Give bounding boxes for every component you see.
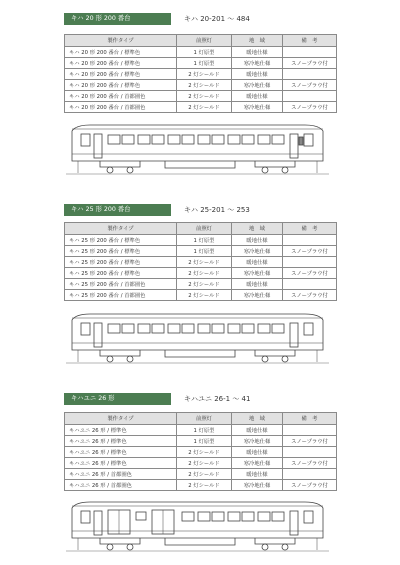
cell-notes xyxy=(283,68,337,79)
train-side-diagram xyxy=(60,500,335,556)
table-row xyxy=(65,90,337,101)
model-badge: キハ 20 形 200 番台 xyxy=(64,13,171,25)
table-row xyxy=(65,245,337,256)
cell-region: 暖地仕様 xyxy=(232,234,283,245)
header-type: 製作タイプ xyxy=(65,35,177,47)
cell-headlight: 2 灯シールド xyxy=(177,278,232,289)
cell-type: キハユニ 26 形 / 首都圏色 xyxy=(65,479,177,490)
cell-headlight: 2 灯シールド xyxy=(177,68,232,79)
cell-headlight: 2 灯シールド xyxy=(177,256,232,267)
cell-headlight: 2 灯シールド xyxy=(177,267,232,278)
cell-notes: スノープラウ付 xyxy=(283,79,337,90)
cell-notes xyxy=(283,424,337,435)
cell-headlight: 1 灯原型 xyxy=(177,234,232,245)
cell-notes: スノープラウ付 xyxy=(283,479,337,490)
cell-headlight: 2 灯シールド xyxy=(177,90,232,101)
cell-type: キハユニ 26 形 / 標準色 xyxy=(65,424,177,435)
train-side-diagram xyxy=(60,312,335,368)
cell-headlight: 2 灯シールド xyxy=(177,101,232,112)
cell-region: 寒冷地仕様 xyxy=(232,101,283,112)
cell-notes: スノープラウ付 xyxy=(283,435,337,446)
cell-type: キハ 20 形 200 番台 / 首都圏色 xyxy=(65,101,177,112)
header-notes: 備 考 xyxy=(283,413,337,425)
cell-region: 暖地仕様 xyxy=(232,278,283,289)
model-badge: キハ 25 形 200 番台 xyxy=(64,204,171,216)
cell-headlight: 2 灯シールド xyxy=(177,457,232,468)
spec-table xyxy=(64,412,337,491)
cell-region: 暖地仕様 xyxy=(232,446,283,457)
cell-type: キハユニ 26 形 / 標準色 xyxy=(65,446,177,457)
cell-region: 暖地仕様 xyxy=(232,90,283,101)
cell-notes: スノープラウ付 xyxy=(283,57,337,68)
train-side-diagram xyxy=(60,123,335,179)
cell-notes xyxy=(283,256,337,267)
cell-region: 暖地仕様 xyxy=(232,68,283,79)
cell-type: キハ 20 形 200 番台 / 標準色 xyxy=(65,46,177,57)
cell-headlight: 1 灯原型 xyxy=(177,435,232,446)
cell-region: 寒冷地仕様 xyxy=(232,289,283,300)
table-row xyxy=(65,57,337,68)
cell-type: キハユニ 26 形 / 首都圏色 xyxy=(65,468,177,479)
header-type: 製作タイプ xyxy=(65,413,177,425)
cell-headlight: 1 灯原型 xyxy=(177,245,232,256)
cell-headlight: 2 灯シールド xyxy=(177,79,232,90)
cell-region: 寒冷地仕様 xyxy=(232,479,283,490)
cell-headlight: 2 灯シールド xyxy=(177,479,232,490)
cell-type: キハ 20 形 200 番台 / 首都圏色 xyxy=(65,90,177,101)
cell-headlight: 1 灯原型 xyxy=(177,46,232,57)
table-row xyxy=(65,468,337,479)
number-range: キハ 25-201 〜 253 xyxy=(184,206,250,214)
cell-region: 寒冷地仕様 xyxy=(232,245,283,256)
cell-type: キハ 25 形 200 番台 / 標準色 xyxy=(65,256,177,267)
table-header-row xyxy=(65,223,337,235)
cell-notes xyxy=(283,46,337,57)
spec-table xyxy=(64,222,337,301)
header-type: 製作タイプ xyxy=(65,223,177,235)
table-row xyxy=(65,68,337,79)
header-region: 地 域 xyxy=(232,223,283,235)
cell-headlight: 1 灯原型 xyxy=(177,57,232,68)
cell-notes xyxy=(283,90,337,101)
table-body xyxy=(65,424,337,490)
header-headlight: 前照灯 xyxy=(177,35,232,47)
cell-type: キハ 25 形 200 番台 / 標準色 xyxy=(65,245,177,256)
table-row xyxy=(65,424,337,435)
table-row xyxy=(65,479,337,490)
table-row xyxy=(65,46,337,57)
model-badge: キハユニ 26 形 xyxy=(64,393,171,405)
table-row xyxy=(65,446,337,457)
cell-type: キハユニ 26 形 / 標準色 xyxy=(65,435,177,446)
header-region: 地 域 xyxy=(232,35,283,47)
cell-notes xyxy=(283,278,337,289)
table-row xyxy=(65,289,337,300)
table-row xyxy=(65,101,337,112)
cell-type: キハ 20 形 200 番台 / 標準色 xyxy=(65,79,177,90)
header-headlight: 前照灯 xyxy=(177,413,232,425)
cell-notes: スノープラウ付 xyxy=(283,457,337,468)
cell-region: 寒冷地仕様 xyxy=(232,435,283,446)
cell-region: 暖地仕様 xyxy=(232,256,283,267)
table-row xyxy=(65,267,337,278)
header-headlight: 前照灯 xyxy=(177,223,232,235)
cell-notes xyxy=(283,234,337,245)
cell-headlight: 2 灯シールド xyxy=(177,468,232,479)
cell-notes xyxy=(283,468,337,479)
cell-region: 寒冷地仕様 xyxy=(232,457,283,468)
table-row xyxy=(65,457,337,468)
header-notes: 備 考 xyxy=(283,223,337,235)
cell-type: キハ 20 形 200 番台 / 標準色 xyxy=(65,68,177,79)
cell-region: 暖地仕様 xyxy=(232,468,283,479)
table-header-row xyxy=(65,413,337,425)
header-notes: 備 考 xyxy=(283,35,337,47)
cell-notes: スノープラウ付 xyxy=(283,289,337,300)
cell-headlight: 2 灯シールド xyxy=(177,289,232,300)
cell-notes: スノープラウ付 xyxy=(283,101,337,112)
table-row xyxy=(65,234,337,245)
table-row xyxy=(65,79,337,90)
cell-notes xyxy=(283,446,337,457)
cell-headlight: 1 灯原型 xyxy=(177,424,232,435)
cell-type: キハ 20 形 200 番台 / 標準色 xyxy=(65,57,177,68)
cell-region: 暖地仕様 xyxy=(232,46,283,57)
table-body xyxy=(65,46,337,112)
header-region: 地 域 xyxy=(232,413,283,425)
cell-region: 寒冷地仕様 xyxy=(232,267,283,278)
cell-type: キハユニ 26 形 / 標準色 xyxy=(65,457,177,468)
table-body xyxy=(65,234,337,300)
spec-table xyxy=(64,34,337,113)
table-row xyxy=(65,435,337,446)
cell-region: 暖地仕様 xyxy=(232,424,283,435)
cell-type: キハ 25 形 200 番台 / 首都圏色 xyxy=(65,289,177,300)
cell-notes: スノープラウ付 xyxy=(283,245,337,256)
table-header-row xyxy=(65,35,337,47)
number-range: キハ 20-201 〜 484 xyxy=(184,15,250,23)
cell-region: 寒冷地仕様 xyxy=(232,57,283,68)
table-row xyxy=(65,278,337,289)
number-range: キハユニ 26-1 〜 41 xyxy=(184,395,251,403)
cell-type: キハ 25 形 200 番台 / 標準色 xyxy=(65,234,177,245)
cell-type: キハ 25 形 200 番台 / 標準色 xyxy=(65,267,177,278)
cell-type: キハ 25 形 200 番台 / 首都圏色 xyxy=(65,278,177,289)
cell-region: 寒冷地仕様 xyxy=(232,79,283,90)
cell-notes: スノープラウ付 xyxy=(283,267,337,278)
table-row xyxy=(65,256,337,267)
cell-headlight: 2 灯シールド xyxy=(177,446,232,457)
